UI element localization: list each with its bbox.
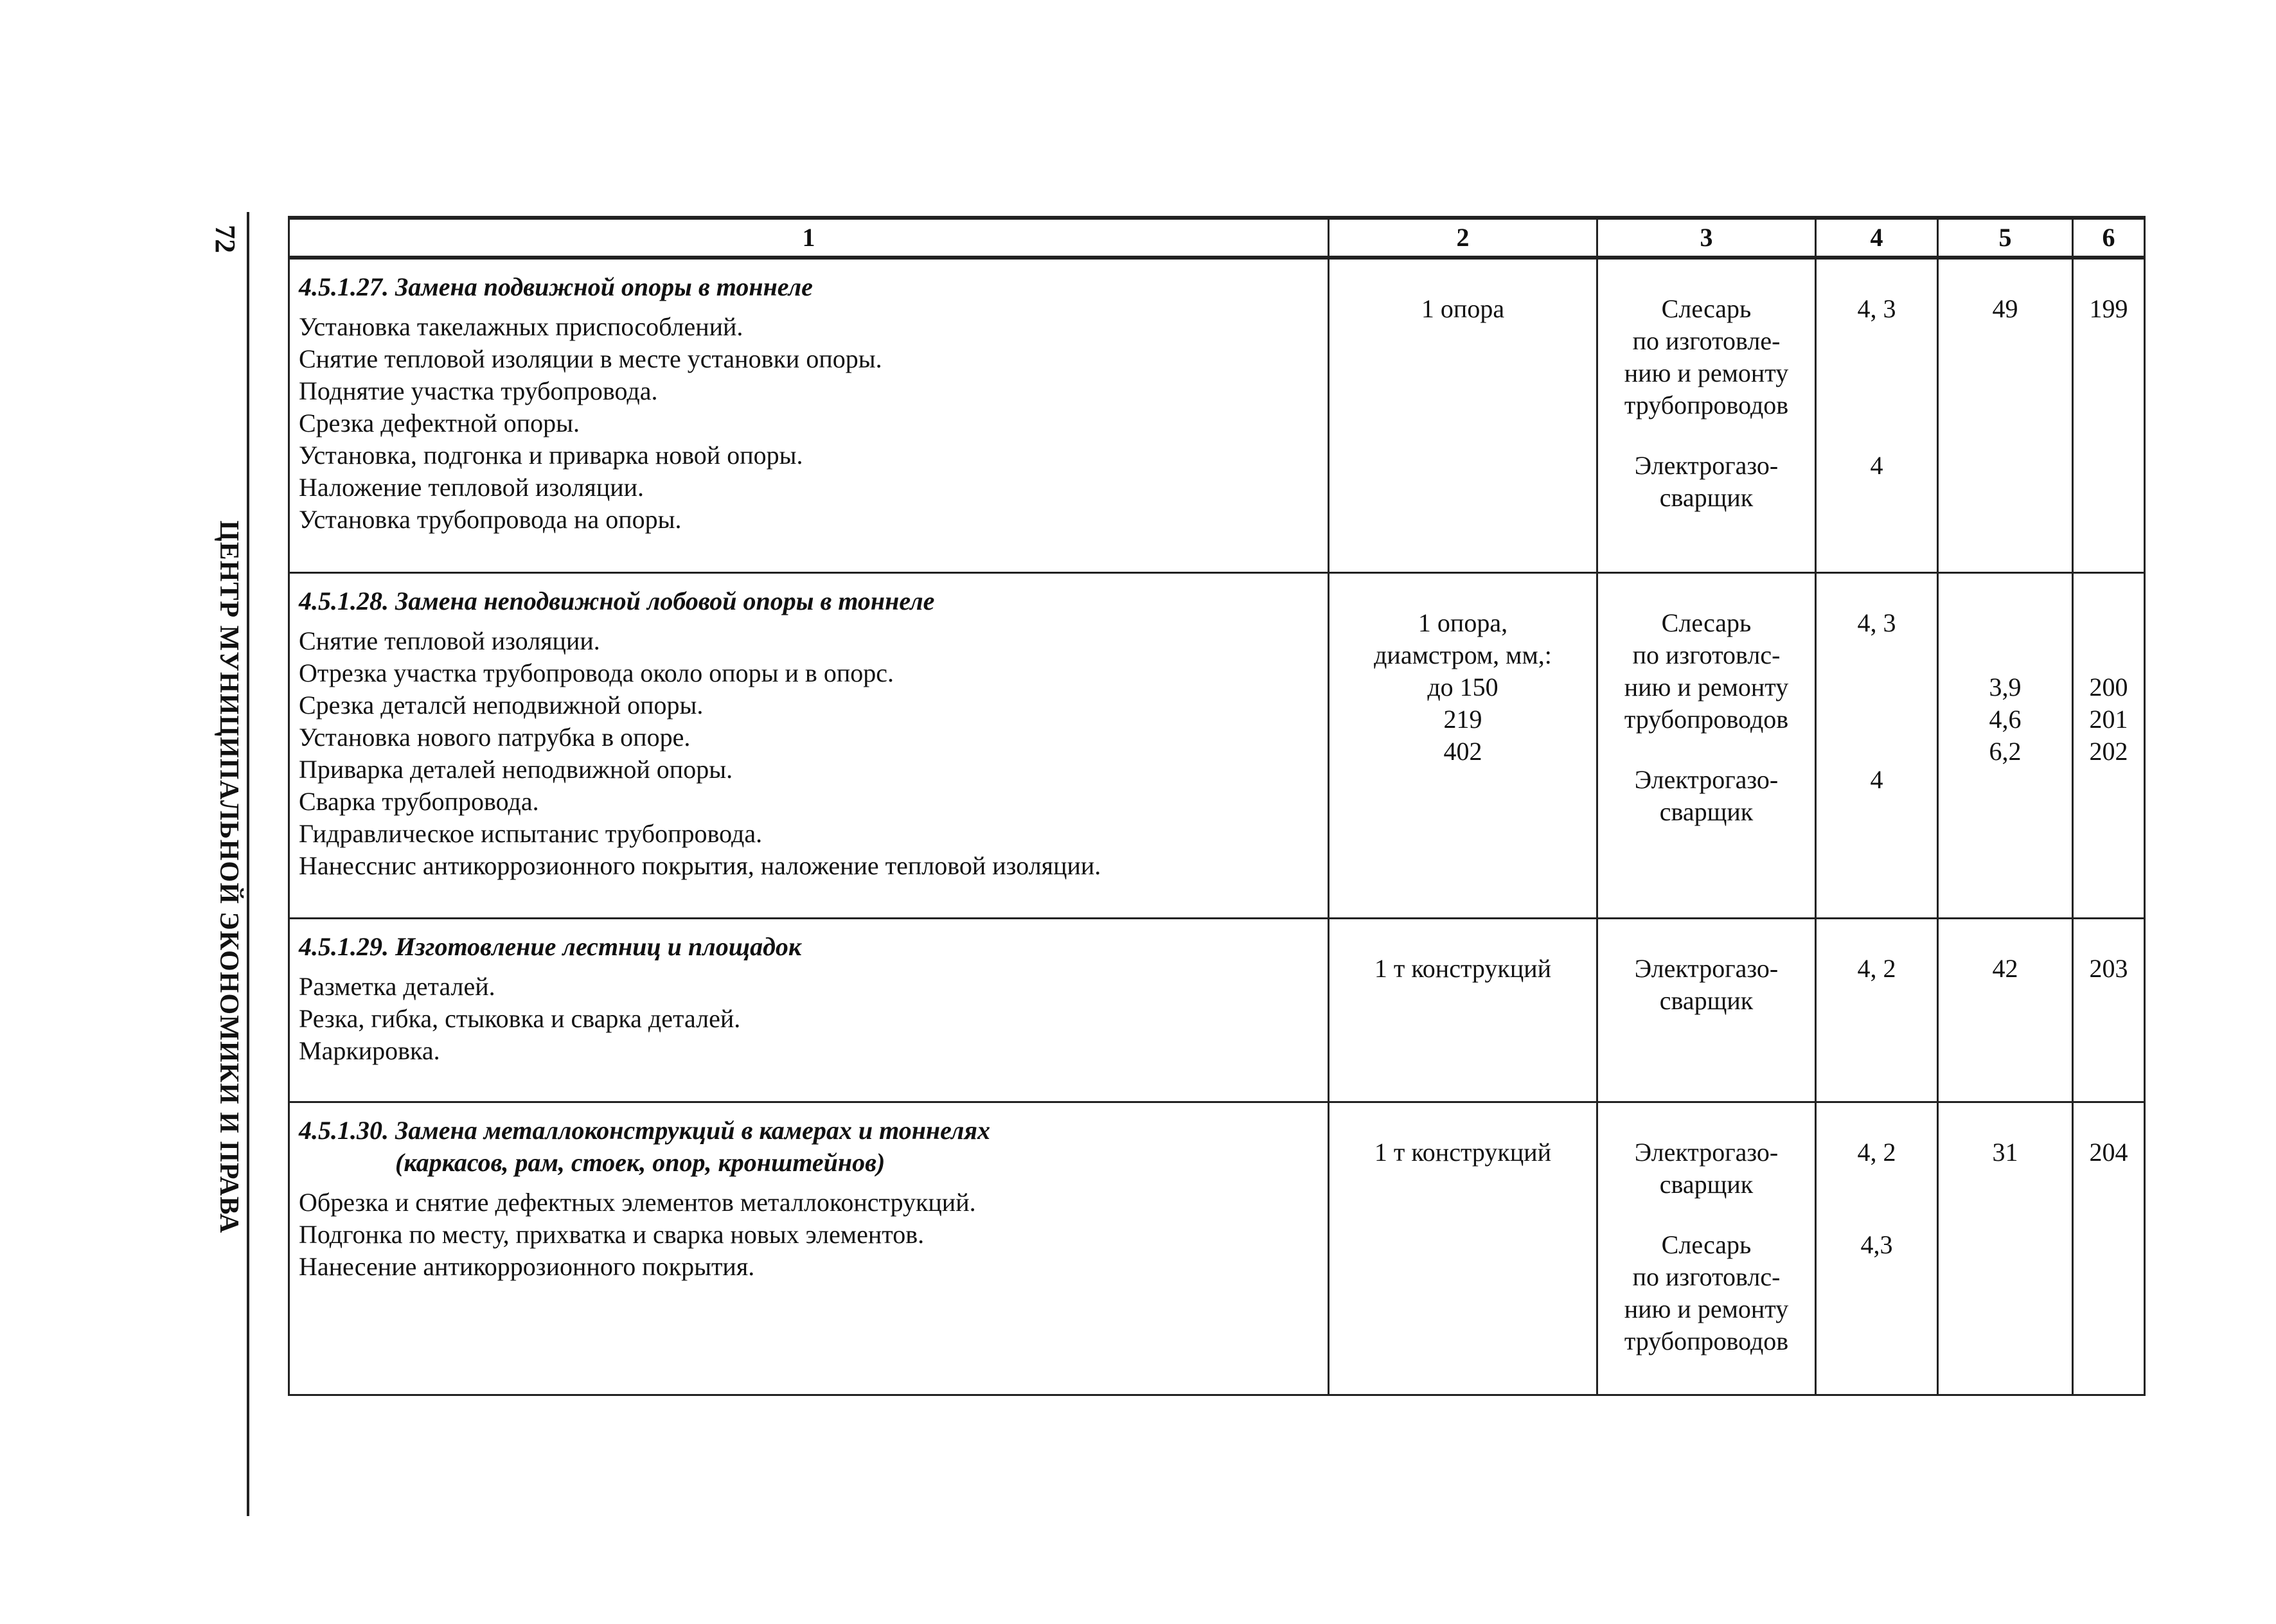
work-item: Наложение тепловой изоляции.	[299, 473, 645, 502]
norm-value: 49	[1992, 294, 2018, 323]
workers-cell	[1597, 1102, 1816, 1395]
norm-value: 42	[1992, 953, 2018, 983]
grade: 4, 2	[1857, 953, 1896, 983]
code-value: 203	[2089, 953, 2128, 983]
unit: 1 опора	[1421, 294, 1505, 323]
work-item: Гидравлическое испытанис трубопровода.	[299, 818, 763, 848]
side-rule	[247, 212, 249, 1516]
work-item: Установка нового патрубка в опоре.	[299, 722, 691, 752]
grade: 4, 3	[1857, 608, 1896, 637]
workers-cell	[1597, 258, 1816, 572]
worker-line: сварщик	[1659, 483, 1754, 512]
work-item: Установка такелажных приспособлений.	[299, 312, 743, 341]
norm-value: 31	[1992, 1137, 2018, 1167]
section-title: 4.5.1.30. Замена металлоконструкций в камерах и тоннелях	[299, 1115, 991, 1145]
code-value: 202	[2089, 736, 2128, 766]
work-item: Установка трубопровода на опоры.	[299, 505, 682, 534]
table-row	[289, 258, 2145, 572]
unit-line: 219	[1443, 704, 1482, 734]
worker-line: по изготовле-	[1632, 326, 1781, 355]
worker-line: по изготовлс-	[1632, 640, 1781, 669]
table-row	[289, 918, 2145, 1102]
worker-line: сварщик	[1659, 985, 1754, 1015]
code-value: 199	[2089, 294, 2128, 323]
norm-value: 6,2	[1989, 736, 2022, 766]
section-title: 4.5.1.28. Замена неподвижной лобовой опоры в тоннеле	[299, 586, 935, 615]
work-item: Срезка дефектной опоры.	[299, 409, 580, 437]
unit: 1 т конструкций	[1374, 953, 1552, 983]
workers-cell	[1597, 572, 1816, 918]
work-item: Срезка деталсй неподвижной опоры.	[299, 690, 704, 719]
unit-line: 402	[1443, 736, 1482, 766]
col-header-1: 1	[289, 218, 1329, 258]
code-cell	[2073, 258, 2145, 572]
work-item: Нанесснис антикоррозионного покрытия, наложение тепловой изоляции.	[299, 851, 1101, 880]
col-header-4: 4	[1816, 218, 1938, 258]
section-subtitle: (каркасов, рам, стоек, опор, кронштейнов)	[395, 1147, 885, 1177]
work-item: Отрезка участка трубопровода около опоры и в опорс.	[299, 658, 894, 687]
col-header-2: 2	[1329, 218, 1597, 258]
table-row	[289, 1102, 2145, 1395]
worker-line: Слесарь	[1661, 294, 1752, 323]
worker-line: сварщик	[1659, 797, 1754, 826]
worker-line: трубопроводов	[1624, 1326, 1789, 1355]
code-value: 201	[2089, 704, 2128, 734]
col-header-3: 3	[1597, 218, 1816, 258]
worker-line: Электрогазо-	[1634, 1137, 1779, 1167]
grade: 4	[1870, 764, 1883, 794]
norms-table	[288, 216, 2146, 1396]
norm-value: 4,6	[1989, 704, 2022, 734]
work-item: Подгонка по месту, прихватка и сварка новых элементов.	[299, 1219, 925, 1249]
grade-cell	[1816, 258, 1938, 572]
code-cell	[2073, 1102, 2145, 1395]
grade: 4	[1870, 451, 1883, 480]
work-item: Нанесение антикоррозионного покрытия.	[299, 1251, 755, 1281]
work-item: Установка, подгонка и приварка новой опоры.	[299, 441, 803, 470]
unit-cell	[1329, 1102, 1597, 1395]
grade-cell	[1816, 572, 1938, 918]
worker-line: по изготовлс-	[1632, 1262, 1781, 1291]
unit-line: 1 опора,	[1418, 608, 1508, 637]
section-title: 4.5.1.27. Замена подвижной опоры в тоннеле	[299, 272, 813, 301]
unit-cell	[1329, 258, 1597, 572]
norm-cell	[1938, 572, 2073, 918]
unit-line: диамстром, мм,:	[1374, 640, 1552, 669]
worker-line: трубопроводов	[1624, 704, 1789, 734]
grade-cell	[1816, 1102, 1938, 1395]
norm-cell	[1938, 918, 2073, 1102]
worker-line: Слесарь	[1661, 608, 1752, 637]
work-item: Поднятие участка трубопровода.	[299, 376, 658, 405]
col-header-5: 5	[1938, 218, 2073, 258]
table-row	[289, 572, 2145, 918]
unit: 1 т конструкций	[1374, 1137, 1552, 1167]
work-item: Снятие тепловой изоляции.	[299, 626, 600, 655]
work-item: Маркировка.	[299, 1036, 440, 1065]
worker-line: нию и ремонту	[1624, 672, 1789, 702]
workers-cell	[1597, 918, 1816, 1102]
work-item: Сварка трубопровода.	[299, 786, 539, 816]
code-value: 200	[2089, 672, 2128, 702]
grade: 4,3	[1860, 1230, 1893, 1259]
side-title: ЦЕНТР МУНИЦИПАЛЬНОЙ ЭКОНОМИКИ И ПРАВА	[214, 520, 244, 1234]
unit-line: до 150	[1427, 672, 1498, 702]
code-value: 204	[2089, 1137, 2128, 1167]
page-number: 72	[209, 225, 241, 253]
unit-cell	[1329, 572, 1597, 918]
worker-line: нию и ремонту	[1624, 1294, 1789, 1323]
work-description	[289, 918, 1329, 1102]
norm-value: 3,9	[1989, 672, 2022, 702]
worker-line: нию и ремонту	[1624, 358, 1789, 387]
grade-cell	[1816, 918, 1938, 1102]
worker-line: Электрогазо-	[1634, 451, 1779, 480]
worker-line: Электрогазо-	[1634, 953, 1779, 983]
unit-cell	[1329, 918, 1597, 1102]
work-item: Приварка деталей неподвижной опоры.	[299, 754, 733, 784]
code-cell	[2073, 572, 2145, 918]
section-title: 4.5.1.29. Изготовление лестниц и площадок	[299, 931, 802, 961]
col-header-6: 6	[2073, 218, 2145, 258]
norm-cell	[1938, 258, 2073, 572]
grade: 4, 3	[1857, 294, 1896, 323]
work-item: Обрезка и снятие дефектных элементов металлоконструкций.	[299, 1187, 976, 1217]
worker-line: Слесарь	[1661, 1230, 1752, 1259]
code-cell	[2073, 918, 2145, 1102]
norm-cell	[1938, 1102, 2073, 1395]
grade: 4, 2	[1857, 1137, 1896, 1167]
header-row	[289, 218, 2145, 258]
worker-line: Электрогазо-	[1634, 764, 1779, 794]
work-item: Снятие тепловой изоляции в месте установки опоры.	[299, 344, 882, 373]
work-description	[289, 1102, 1329, 1395]
work-item: Резка, гибка, стыковка и сварка деталей.	[299, 1003, 741, 1033]
work-description	[289, 258, 1329, 572]
worker-line: трубопроводов	[1624, 391, 1789, 419]
work-description	[289, 572, 1329, 918]
worker-line: сварщик	[1659, 1169, 1754, 1199]
work-item: Разметка деталей.	[299, 971, 495, 1001]
